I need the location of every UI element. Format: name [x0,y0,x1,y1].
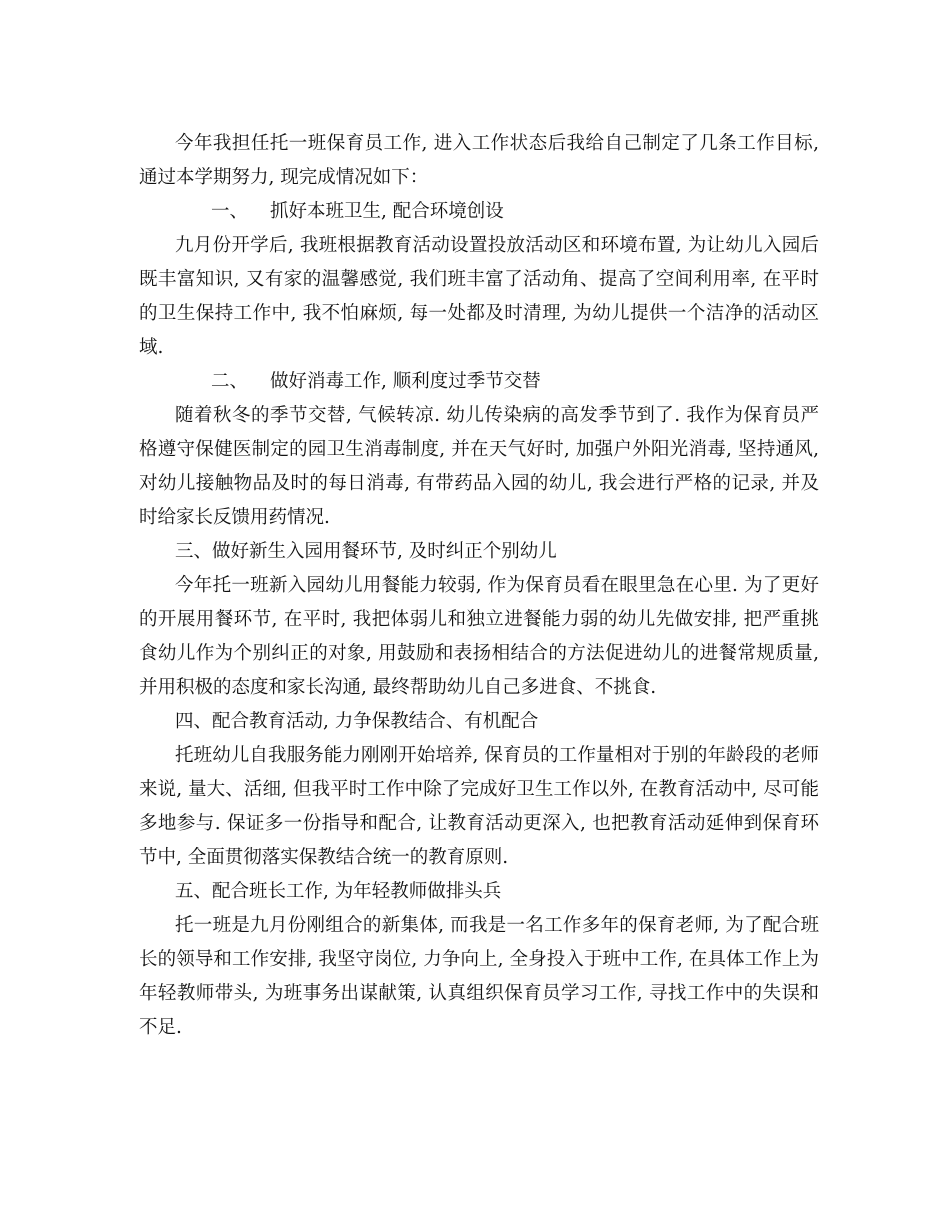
document-body [139,127,819,1045]
section-heading-text-1: 抓好本班卫生, 配合环境创设 [270,201,504,222]
intro-paragraph: 今年我担任托一班保育员工作, 进入工作状态后我给自己制定了几条工作目标, 通过本学期努力, 现完成情况如下： [139,133,819,188]
section-body-5: 托一班是九月份刚组合的新集体, 而我是一名工作多年的保育老师, 为了配合班长的领导和工作安排, 我坚守岗位, 力争向上, 全身投入于班中工作, 在具体工作上为年轻教师带头, 为班事务出谋献策, 认真组织保育员学习工作, 寻找工作中的失误和不足. [139,915,819,1038]
section-body-4: 托班幼儿自我服务能力刚刚开始培养, 保育员的工作量相对于别的年龄段的老师来说, 量大、活细, 但我平时工作中除了完成好卫生工作以外, 在教育活动中, 尽可能多地参与. 保证多一份指导和配合, 让教育活动更深入, 也把教育活动延伸到保育环节中, 全面贯彻落实保教结合统一的教育原则. [139,745,819,868]
section-heading-5: 五、配合班长工作, 为年轻教师做排头兵 [175,881,502,902]
section-heading-4: 四、配合教育活动, 力争保教结合、有机配合 [175,711,539,732]
section-heading-2 [139,365,819,399]
section-body-1: 九月份开学后, 我班根据教育活动设置投放活动区和环境布置, 为让幼儿入园后既丰富知识, 又有家的温馨感觉, 我们班丰富了活动角、提高了空间利用率, 在平时的卫生保持工作中, 我不怕麻烦, 每一处都及时清理, 为幼儿提供一个洁净的活动区域. [139,235,819,358]
section-number-1: 一、 [211,201,249,222]
section-number-2: 二、 [211,371,249,392]
section-body-2: 随着秋冬的季节交替, 气候转凉. 幼儿传染病的高发季节到了. 我作为保育员严格遵守保健医制定的园卫生消毒制度, 并在天气好时, 加强户外阳光消毒, 坚持通风, 对幼儿接触物品及时的每日消毒, 有带药品入园的幼儿, 我会进行严格的记录, 并及时给家长反馈用药情况. [139,405,819,528]
section-body-3: 今年托一班新入园幼儿用餐能力较弱, 作为保育员看在眼里急在心里. 为了更好的开展用餐环节, 在平时, 我把体弱儿和独立进餐能力弱的幼儿先做安排, 把严重挑食幼儿作为个别纠正的对象, 用鼓励和表扬相结合的方法促进幼儿的进餐常规质量, 并用积极的态度和家长沟通, 最终帮助幼儿自己多进食、不挑食. [139,575,819,698]
section-heading-1 [139,195,819,229]
section-heading-text-2: 做好消毒工作, 顺利度过季节交替 [270,371,541,392]
section-heading-3: 三、做好新生入园用餐环节, 及时纠正个别幼儿 [175,541,557,562]
